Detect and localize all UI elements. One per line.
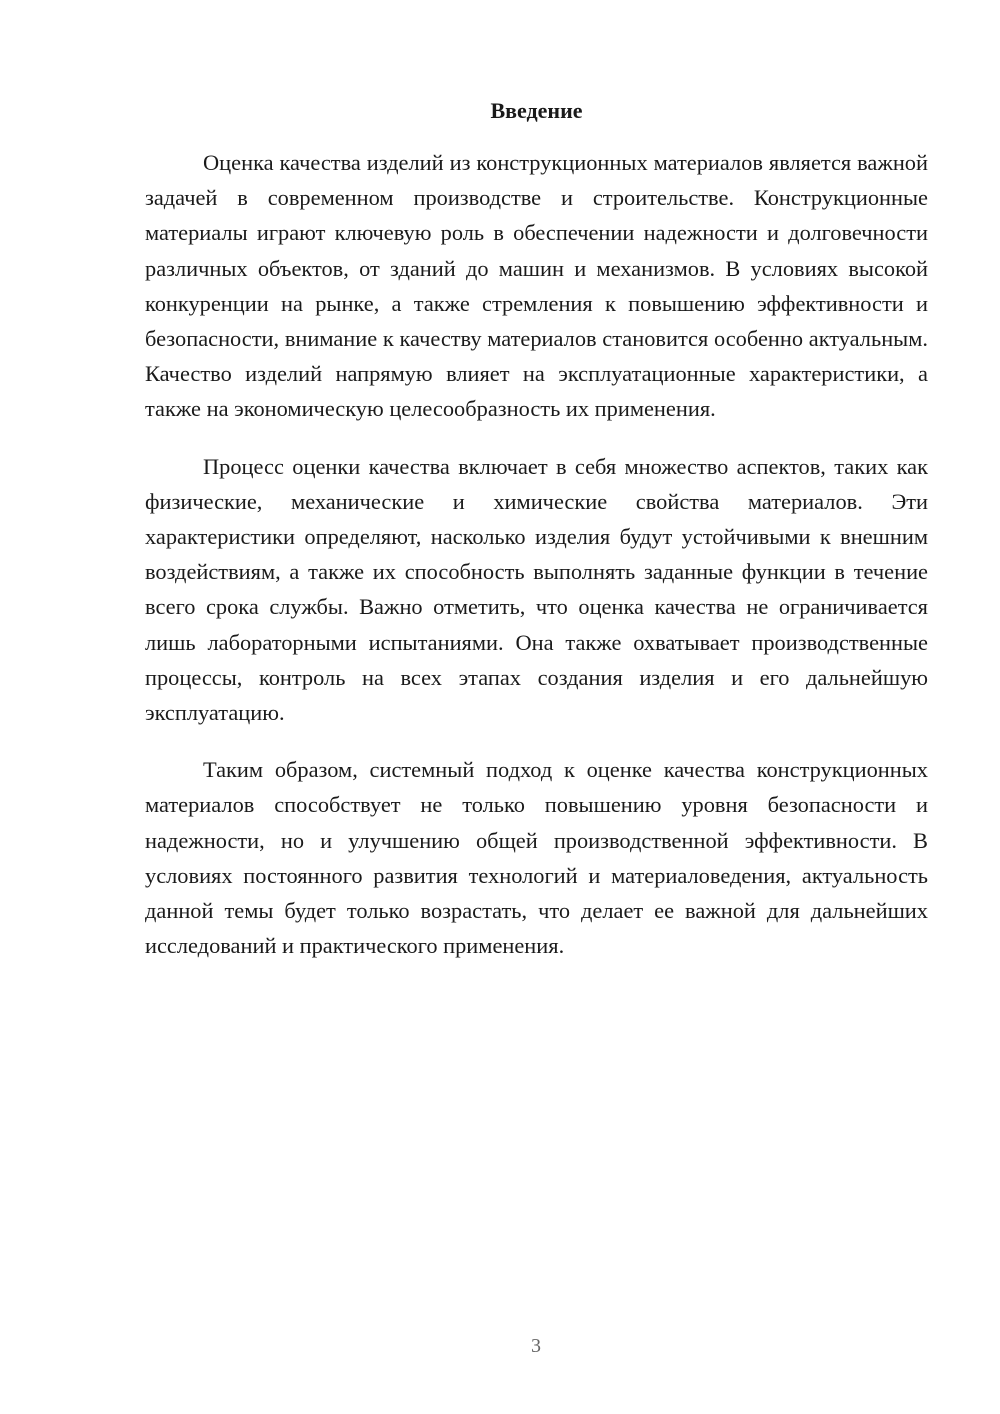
section-heading: Введение xyxy=(490,98,583,123)
page-content xyxy=(145,95,928,985)
paragraph-3: Таким образом, системный подход к оценке качества конструкционных материалов способствует не только повышению уровня безопасности и надежности, но и улучшению общей производственной эффективности. В условиях постоянного развития технологий и материаловедения, актуальность данной темы будет только возрастать, что делает ее важной для дальнейших исследований и практического применения. xyxy=(145,757,928,959)
paragraph-2: Процесс оценки качества включает в себя множество аспектов, таких как физические, механические и химические свойства материалов. Эти характеристики определяют, насколько изделия будут устойчивыми к внешним воздействиям, а также их способность выполнять заданные функции в течение всего срока службы. Важно отметить, что оценка качества не ограничивается лишь лабораторными испытаниями. Она также охватывает производственные процессы, контроль на всех этапах создания изделия и его дальнейшую эксплуатацию. xyxy=(145,453,928,726)
paragraph-1: Оценка качества изделий из конструкционных материалов является важной задачей в современном производстве и строительстве. Конструкционные материалы играют ключевую роль в обеспечении надежности и долговечности различных объектов, от зданий до машин и механизмов. В условиях высокой конкуренции на рынке, а также стремления к повышению эффективности и безопасности, внимание к качеству материалов становится особенно актуальным. Качество изделий напрямую влияет на эксплуатационные характеристики, а также на экономическую целесообразность их применения. xyxy=(145,150,928,422)
page-number: 3 xyxy=(531,1335,541,1357)
